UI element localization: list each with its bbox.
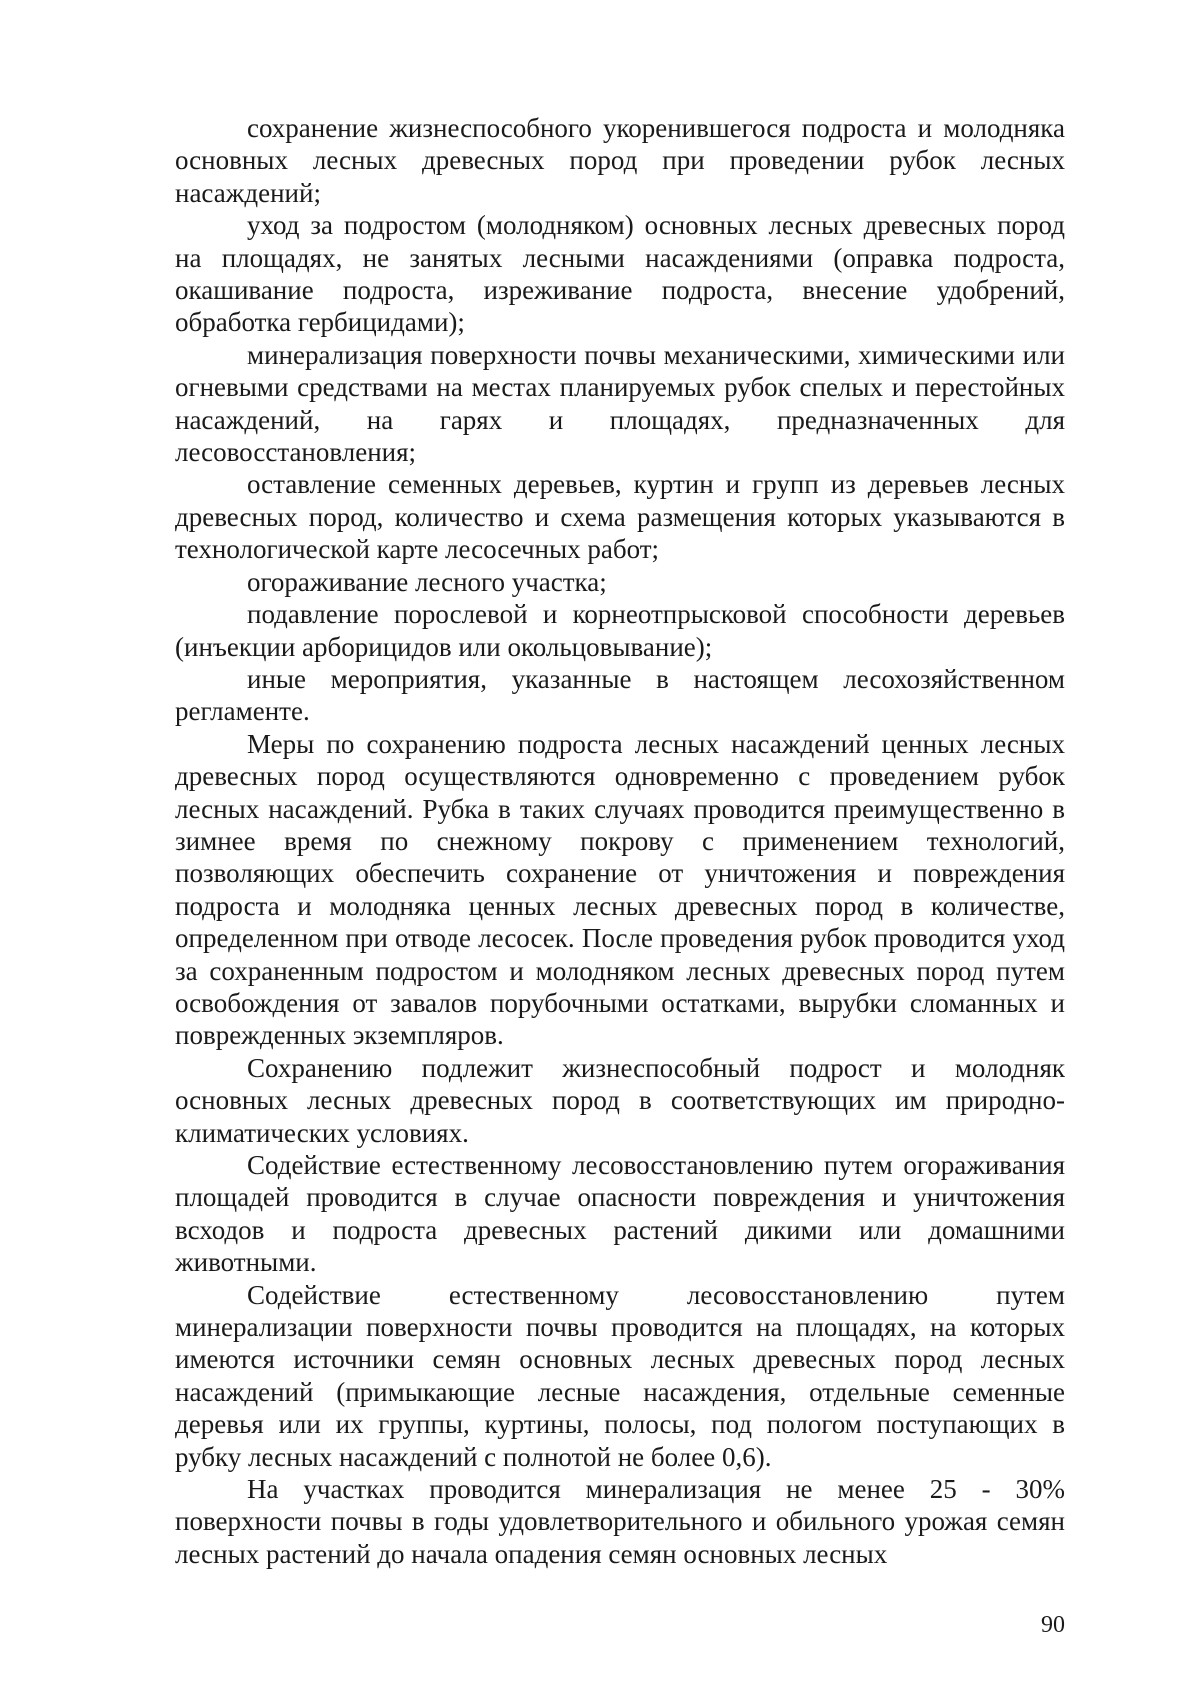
paragraph-3: минерализация поверхности почвы механическими, химическими или огневыми средствами на местах планируемых рубок спелых и перестойных насаждений, на гарях и площадях, предназначенных для лесовосстановления; bbox=[175, 339, 1065, 468]
paragraph-7: иные мероприятия, указанные в настоящем лесохозяйственном регламенте. bbox=[175, 663, 1065, 727]
paragraph-4: оставление семенных деревьев, куртин и групп из деревьев лесных древесных пород, количество и схема размещения которых указываются в технологической карте лесосечных работ; bbox=[175, 469, 1065, 565]
paragraph-8: Меры по сохранению подроста лесных насаждений ценных лесных древесных пород осуществляются одновременно с проведением рубок лесных насаждений. Рубка в таких случаях проводится преимущественно в зимнее время по снежному покрову с применением технологий, позволяющих обеспечить сохранение от уничтожения и повреждения подроста и молодняка ценных лесных древесных пород в количестве, определенном при отводе лесосек. После проведения рубок проводится уход за сохраненным подростом и молодняком лесных древесных пород путем освобождения от завалов порубочными остатками, вырубки сломанных и поврежденных экземпляров. bbox=[175, 728, 1065, 1051]
paragraph-12: На участках проводится минерализация не менее 25 - 30% поверхности почвы в годы удовлетворительного и обильного урожая семян лесных растений до начала опадения семян основных лесных bbox=[175, 1474, 1065, 1569]
paragraph-11: Содействие естественному лесовосстановлению путем минерализации поверхности почвы проводится на площадях, на которых имеются источники семян основных лесных древесных пород лесных насаждений (примыкающие лесные насаждения, отдельные семенные деревья или их группы, куртины, полосы, под пологом поступающих в рубку лесных насаждений с полнотой не более 0,6). bbox=[175, 1279, 1065, 1472]
paragraph-6: подавление порослевой и корнеотпрысковой способности деревьев (инъекции арборицидов или окольцовывание); bbox=[175, 599, 1065, 662]
body-text bbox=[175, 112, 1065, 1570]
paragraph-5: огораживание лесного участка; bbox=[247, 566, 607, 597]
paragraph-2: уход за подростом (молодняком) основных лесных древесных пород на площадях, не занятых лесными насаждениями (оправка подроста, окашивание подроста, изреживание подроста, внесение удобрений, обработка гербицидами); bbox=[175, 210, 1065, 338]
paragraph-9: Сохранению подлежит жизнеспособный подрост и молодняк основных лесных древесных пород в соответствующих им природно-климатических условиях. bbox=[175, 1052, 1065, 1148]
page-number: 90 bbox=[1041, 1612, 1065, 1638]
paragraph-10: Содействие естественному лесовосстановлению путем огораживания площадей проводится в случае опасности повреждения и уничтожения всходов и подроста древесных растений дикими или домашними животными. bbox=[175, 1150, 1065, 1278]
paragraph-1: сохранение жизнеспособного укоренившегося подроста и молодняка основных лесных древесных пород при проведении рубок лесных насаждений; bbox=[175, 113, 1065, 208]
